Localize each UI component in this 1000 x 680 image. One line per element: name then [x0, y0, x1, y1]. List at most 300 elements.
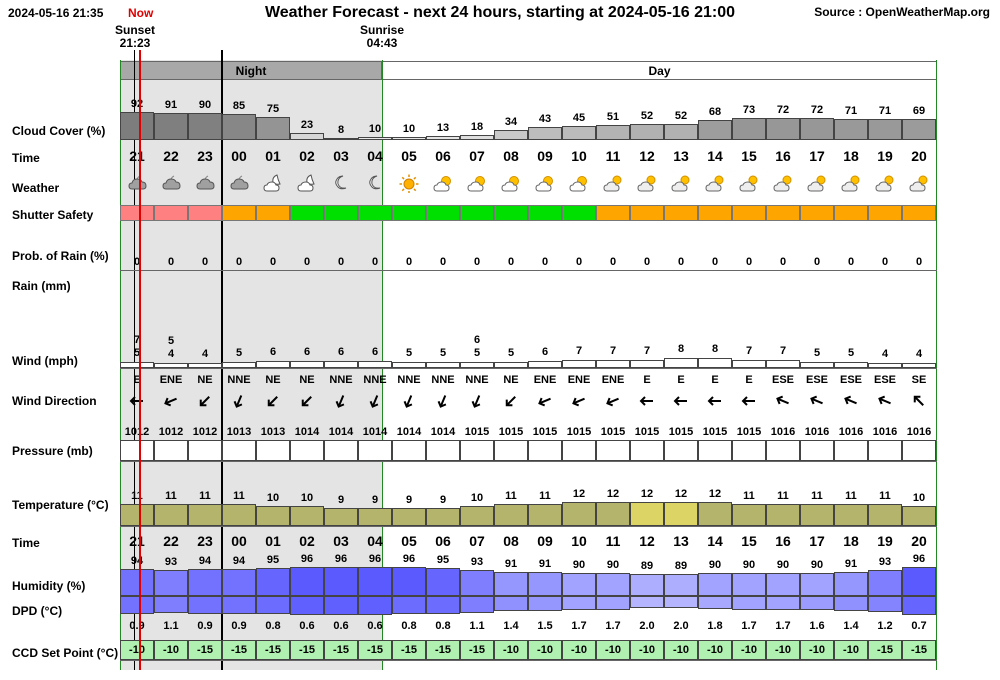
pressure-value: 1016 — [906, 426, 932, 438]
humidity-bar — [800, 573, 834, 596]
hour-label-bottom: 23 — [197, 533, 213, 549]
ccd-set-point-cell: -10 — [562, 640, 596, 660]
temperature-value: 12 — [640, 488, 654, 500]
sunrise-label: Sunrise — [359, 23, 404, 37]
cloud-cover-value: 52 — [640, 110, 654, 122]
dpd-bar — [290, 596, 324, 615]
dpd-value: 0.9 — [197, 620, 213, 632]
temperature-value: 10 — [470, 492, 484, 504]
cloud-cover-value: 10 — [368, 123, 382, 135]
wind-speed-bar — [834, 362, 868, 368]
hour-label: 12 — [639, 148, 655, 164]
wind-arrow-icon — [263, 391, 283, 411]
temperature-bar — [222, 504, 256, 526]
wind-speed-bar — [562, 360, 596, 368]
wind-speed-bar — [494, 362, 528, 368]
temperature-value: 10 — [912, 492, 926, 504]
cloud-cover-bar — [290, 133, 324, 140]
row-separator — [120, 526, 937, 527]
hour-label: 14 — [707, 148, 723, 164]
pressure-value: 1015 — [600, 426, 626, 438]
ccd-set-point-cell: -15 — [902, 640, 936, 660]
temperature-value: 11 — [879, 490, 891, 502]
dpd-value: 0.8 — [401, 620, 417, 632]
cloudy-day-icon — [772, 173, 794, 193]
pressure-value: 1015 — [736, 426, 762, 438]
wind-direction-value: E — [133, 374, 141, 386]
cloud-cover-bar — [596, 125, 630, 140]
hour-label: 01 — [265, 148, 281, 164]
pressure-cell — [766, 440, 800, 461]
hour-label-bottom: 13 — [673, 533, 689, 549]
humidity-bar — [324, 567, 358, 596]
dpd-bar — [426, 596, 460, 614]
wind-direction-value: NNE — [329, 374, 353, 386]
pressure-value: 1013 — [226, 426, 252, 438]
hour-label-bottom: 15 — [741, 533, 757, 549]
wind-speed-bar — [596, 360, 630, 368]
humidity-value: 93 — [470, 556, 484, 568]
wind-speed-bar — [460, 362, 494, 368]
cloud-cover-value: 92 — [130, 98, 144, 110]
ccd-set-point-cell: -10 — [630, 640, 664, 660]
pressure-value: 1015 — [702, 426, 728, 438]
wind-speed-value: 7 — [609, 345, 617, 357]
hour-label-bottom: 22 — [163, 533, 179, 549]
now-label: Now — [128, 6, 154, 20]
hour-label-bottom: 18 — [843, 533, 859, 549]
humidity-bar — [392, 567, 426, 596]
wind-direction-value: NE — [503, 374, 519, 386]
hour-label-bottom: 17 — [809, 533, 825, 549]
shutter-safety-cell — [188, 205, 222, 221]
label-dpd: DPD (°C) — [12, 604, 63, 618]
wind-direction-value: ESE — [771, 374, 794, 386]
ccd-set-point-cell: -10 — [834, 640, 868, 660]
cloudy-day-icon — [670, 173, 692, 193]
cloudy-day-icon — [806, 173, 828, 193]
pressure-value: 1015 — [464, 426, 490, 438]
humidity-value: 90 — [776, 559, 790, 571]
wind-speed-value: 7 — [779, 345, 787, 357]
partly-cloudy-night-icon — [262, 173, 284, 193]
cloud-cover-bar — [868, 119, 902, 140]
cloud-cover-bar — [188, 113, 222, 140]
cloud-cover-bar — [392, 137, 426, 140]
partly-cloudy-day-icon — [466, 173, 488, 193]
hour-label-bottom: 05 — [401, 533, 417, 549]
cloud-cover-bar — [154, 113, 188, 140]
wind-gust-value: 7 — [133, 334, 141, 346]
wind-arrow-icon — [365, 391, 385, 411]
wind-arrow-icon — [127, 391, 147, 411]
humidity-bar — [664, 574, 698, 596]
wind-speed-bar — [630, 360, 664, 368]
shutter-safety-cell — [358, 205, 392, 221]
dpd-value: 1.1 — [163, 620, 179, 632]
temperature-bar — [528, 504, 562, 526]
rain-prob-value: 0 — [813, 256, 821, 268]
pressure-cell — [188, 440, 222, 461]
hour-label-bottom: 08 — [503, 533, 519, 549]
wind-speed-bar — [800, 362, 834, 368]
humidity-bar — [256, 568, 290, 596]
dpd-value: 1.4 — [503, 620, 519, 632]
ccd-set-point-cell: -15 — [426, 640, 460, 660]
hour-label-bottom: 14 — [707, 533, 723, 549]
wind-gust-value: 6 — [473, 334, 481, 346]
hour-label-bottom: 11 — [605, 533, 621, 549]
shutter-safety-cell — [630, 205, 664, 221]
wind-arrow-icon — [909, 391, 929, 411]
shutter-safety-cell — [494, 205, 528, 221]
wind-speed-value: 4 — [915, 348, 923, 360]
humidity-bar — [834, 572, 868, 596]
current-time: 2024-05-16 21:35 — [8, 6, 104, 20]
shutter-safety-cell — [596, 205, 630, 221]
cloud-cover-value: 8 — [337, 124, 345, 136]
temperature-bar — [732, 504, 766, 526]
hour-label: 23 — [197, 148, 213, 164]
wind-speed-value: 5 — [813, 347, 821, 359]
hour-label-bottom: 19 — [877, 533, 893, 549]
humidity-value: 90 — [572, 559, 586, 571]
wind-speed-bar — [120, 362, 154, 368]
cloud-cover-bar — [494, 130, 528, 140]
pressure-value: 1016 — [770, 426, 796, 438]
wind-speed-bar — [766, 360, 800, 368]
humidity-bar — [460, 570, 494, 596]
wind-direction-value: NE — [299, 374, 315, 386]
rain-prob-value: 0 — [133, 256, 141, 268]
pressure-cell — [494, 440, 528, 461]
wind-speed-bar — [664, 358, 698, 368]
humidity-value: 96 — [912, 553, 926, 565]
humidity-bar — [732, 573, 766, 596]
ccd-set-point-cell: -10 — [698, 640, 732, 660]
wind-speed-bar — [698, 358, 732, 368]
ccd-set-point-cell: -10 — [800, 640, 834, 660]
humidity-bar — [494, 572, 528, 596]
pressure-cell — [426, 440, 460, 461]
temperature-bar — [698, 502, 732, 526]
dpd-bar — [528, 596, 562, 611]
pressure-value: 1014 — [328, 426, 354, 438]
wind-speed-bar — [528, 361, 562, 368]
wind-arrow-icon — [535, 391, 555, 411]
hour-label-bottom: 03 — [333, 533, 349, 549]
temperature-bar — [630, 502, 664, 526]
hour-label: 17 — [809, 148, 825, 164]
cloud-cover-value: 18 — [470, 121, 484, 133]
dpd-value: 2.0 — [673, 620, 689, 632]
rain-prob-value: 0 — [711, 256, 719, 268]
label-weather: Weather — [12, 181, 60, 195]
cloud-cover-value: 73 — [742, 104, 756, 116]
ccd-set-point-cell: -15 — [256, 640, 290, 660]
pressure-value: 1015 — [498, 426, 524, 438]
temperature-value: 11 — [539, 490, 551, 502]
cloudy-day-icon — [704, 173, 726, 193]
wind-speed-bar — [188, 363, 222, 368]
dpd-bar — [324, 596, 358, 615]
dpd-bar — [698, 596, 732, 609]
hour-label: 05 — [401, 148, 417, 164]
sunrise-time: 04:43 — [366, 36, 398, 50]
temperature-bar — [256, 506, 290, 526]
humidity-value: 89 — [640, 560, 654, 572]
rain-prob-value: 0 — [575, 256, 583, 268]
moon-icon — [364, 173, 386, 193]
cloud-cover-bar — [834, 119, 868, 140]
rain-prob-value: 0 — [473, 256, 481, 268]
humidity-value: 96 — [300, 553, 314, 565]
wind-speed-value: 7 — [575, 345, 583, 357]
temperature-value: 11 — [845, 490, 857, 502]
label-rain-prob: Prob. of Rain (%) — [12, 249, 109, 263]
rain-prob-value: 0 — [269, 256, 277, 268]
night-band: Night — [120, 61, 382, 80]
wind-direction-value: ESE — [805, 374, 828, 386]
shutter-safety-cell — [698, 205, 732, 221]
dpd-value: 2.0 — [639, 620, 655, 632]
humidity-value: 93 — [878, 556, 892, 568]
cloud-cover-value: 90 — [198, 99, 212, 111]
wind-arrow-icon — [195, 391, 215, 411]
temperature-bar — [188, 504, 222, 526]
hour-label: 02 — [299, 148, 315, 164]
temperature-bar — [324, 508, 358, 526]
ccd-set-point-cell: -10 — [154, 640, 188, 660]
label-pressure: Pressure (mb) — [12, 444, 93, 458]
hour-label-bottom: 16 — [775, 533, 791, 549]
pressure-cell — [868, 440, 902, 461]
shutter-safety-cell — [154, 205, 188, 221]
wind-speed-value: 6 — [371, 346, 379, 358]
hour-label-bottom: 06 — [435, 533, 451, 549]
hour-label-bottom: 12 — [639, 533, 655, 549]
ccd-set-point-cell: -10 — [732, 640, 766, 660]
partly-cloudy-night-icon — [296, 173, 318, 193]
temperature-value: 11 — [233, 490, 245, 502]
hour-label: 09 — [537, 148, 553, 164]
humidity-bar — [596, 573, 630, 596]
temperature-value: 9 — [405, 494, 413, 506]
dpd-bar — [188, 596, 222, 614]
humidity-value: 95 — [436, 554, 450, 566]
dpd-bar — [358, 596, 392, 615]
pressure-value: 1016 — [872, 426, 898, 438]
temperature-bar — [562, 502, 596, 526]
dpd-bar — [256, 596, 290, 614]
wind-speed-value: 5 — [847, 347, 855, 359]
humidity-value: 90 — [708, 559, 722, 571]
hour-label: 10 — [571, 148, 587, 164]
pressure-cell — [154, 440, 188, 461]
temperature-bar — [426, 508, 460, 526]
wind-direction-value: E — [643, 374, 651, 386]
cloud-cover-value: 51 — [606, 111, 620, 123]
pressure-value: 1014 — [362, 426, 388, 438]
humidity-bar — [426, 568, 460, 596]
label-humidity: Humidity (%) — [12, 579, 86, 593]
pressure-cell — [902, 440, 936, 461]
cloud-cover-value: 72 — [810, 104, 824, 116]
wind-direction-value: ENE — [601, 374, 625, 386]
wind-arrow-icon — [161, 391, 181, 411]
dpd-value: 1.7 — [605, 620, 621, 632]
pressure-value: 1012 — [124, 426, 150, 438]
humidity-value: 95 — [266, 554, 280, 566]
label-shutter-safety: Shutter Safety — [12, 208, 94, 222]
rain-prob-value: 0 — [167, 256, 175, 268]
humidity-value: 90 — [810, 559, 824, 571]
temperature-value: 11 — [199, 490, 211, 502]
hour-label-bottom: 09 — [537, 533, 553, 549]
temperature-bar — [460, 506, 494, 526]
humidity-bar — [868, 570, 902, 596]
ccd-set-point-cell: -15 — [324, 640, 358, 660]
hour-label-bottom: 04 — [367, 533, 383, 549]
hour-label-bottom: 07 — [469, 533, 485, 549]
pressure-cell — [290, 440, 324, 461]
humidity-bar — [528, 572, 562, 596]
rain-prob-value: 0 — [677, 256, 685, 268]
wind-speed-value: 7 — [643, 345, 651, 357]
wind-speed-bar — [256, 361, 290, 368]
wind-direction-value: E — [745, 374, 753, 386]
humidity-bar — [222, 569, 256, 596]
humidity-value: 90 — [742, 559, 756, 571]
rain-prob-value: 0 — [745, 256, 753, 268]
wind-speed-value: 4 — [167, 348, 175, 360]
wind-speed-value: 5 — [439, 347, 447, 359]
pressure-cell — [256, 440, 290, 461]
cloud-cover-bar — [698, 120, 732, 140]
cloud-cover-value: 43 — [538, 113, 552, 125]
humidity-bar — [290, 567, 324, 596]
temperature-value: 11 — [743, 490, 755, 502]
pressure-cell — [528, 440, 562, 461]
humidity-value: 91 — [538, 558, 552, 570]
dpd-value: 1.7 — [741, 620, 757, 632]
pressure-value: 1013 — [260, 426, 286, 438]
humidity-bar — [698, 573, 732, 596]
wind-arrow-icon — [467, 391, 487, 411]
moon-icon — [330, 173, 352, 193]
ccd-set-point-cell: -10 — [766, 640, 800, 660]
cloud-cover-bar — [460, 135, 494, 140]
dpd-bar — [664, 596, 698, 608]
ccd-set-point-cell: -10 — [494, 640, 528, 660]
hour-label: 07 — [469, 148, 485, 164]
cloud-cover-value: 34 — [504, 116, 518, 128]
wind-speed-bar — [154, 363, 188, 368]
cloudy-night-icon — [126, 173, 148, 193]
dpd-value: 0.7 — [911, 620, 927, 632]
label-cloud-cover: Cloud Cover (%) — [12, 124, 106, 138]
data-source: Source : OpenWeatherMap.org — [814, 5, 990, 19]
cloud-cover-bar — [528, 127, 562, 140]
humidity-value: 94 — [130, 555, 144, 567]
humidity-bar — [358, 567, 392, 596]
dpd-bar — [596, 596, 630, 610]
pressure-cell — [120, 440, 154, 461]
hour-label-bottom: 02 — [299, 533, 315, 549]
wind-speed-value: 5 — [507, 347, 515, 359]
temperature-bar — [120, 504, 154, 526]
label-temperature: Temperature (°C) — [12, 498, 109, 512]
dpd-bar — [494, 596, 528, 611]
wind-speed-bar — [324, 361, 358, 368]
dpd-value: 0.9 — [129, 620, 145, 632]
pressure-cell — [800, 440, 834, 461]
ccd-set-point-cell: -10 — [596, 640, 630, 660]
wind-arrow-icon — [875, 391, 895, 411]
shutter-safety-cell — [222, 205, 256, 221]
temperature-bar — [664, 502, 698, 526]
label-wind: Wind (mph) — [12, 354, 78, 368]
wind-arrow-icon — [229, 391, 249, 411]
wind-direction-value: ENE — [533, 374, 557, 386]
temperature-value: 11 — [165, 490, 177, 502]
wind-arrow-icon — [671, 391, 691, 411]
cloud-cover-value: 68 — [708, 106, 722, 118]
pressure-cell — [358, 440, 392, 461]
rain-prob-value: 0 — [235, 256, 243, 268]
cloud-cover-bar — [902, 119, 936, 140]
pressure-cell — [392, 440, 426, 461]
hour-label: 15 — [741, 148, 757, 164]
dpd-value: 1.7 — [775, 620, 791, 632]
hour-label: 22 — [163, 148, 179, 164]
ccd-set-point-cell: -15 — [290, 640, 324, 660]
temperature-value: 12 — [674, 488, 688, 500]
rain-prob-value: 0 — [405, 256, 413, 268]
wind-arrow-icon — [603, 391, 623, 411]
rain-prob-value: 0 — [201, 256, 209, 268]
hour-label-bottom: 20 — [911, 533, 927, 549]
cloudy-night-icon — [228, 173, 250, 193]
cloud-cover-value: 10 — [402, 123, 416, 135]
partly-cloudy-day-icon — [568, 173, 590, 193]
label-wind-direction: Wind Direction — [12, 394, 97, 408]
rain-prob-value: 0 — [439, 256, 447, 268]
wind-arrow-icon — [637, 391, 657, 411]
cloudy-day-icon — [602, 173, 624, 193]
wind-direction-value: NNE — [431, 374, 455, 386]
wind-gust-value: 5 — [167, 335, 175, 347]
temperature-value: 10 — [266, 492, 280, 504]
shutter-safety-cell — [528, 205, 562, 221]
wind-direction-value: SE — [911, 374, 927, 386]
temperature-bar — [392, 508, 426, 526]
temperature-bar — [494, 504, 528, 526]
cloud-cover-value: 69 — [912, 105, 926, 117]
cloud-cover-bar — [732, 118, 766, 140]
rain-prob-value: 0 — [609, 256, 617, 268]
grid-right-border — [936, 60, 937, 670]
wind-arrow-icon — [501, 391, 521, 411]
temperature-value: 9 — [371, 494, 379, 506]
ccd-set-point-cell: -15 — [188, 640, 222, 660]
temperature-bar — [596, 502, 630, 526]
humidity-value: 91 — [504, 558, 518, 570]
dpd-bar — [630, 596, 664, 608]
humidity-value: 96 — [368, 553, 382, 565]
label-time: Time — [12, 151, 40, 165]
wind-speed-value: 6 — [541, 346, 549, 358]
